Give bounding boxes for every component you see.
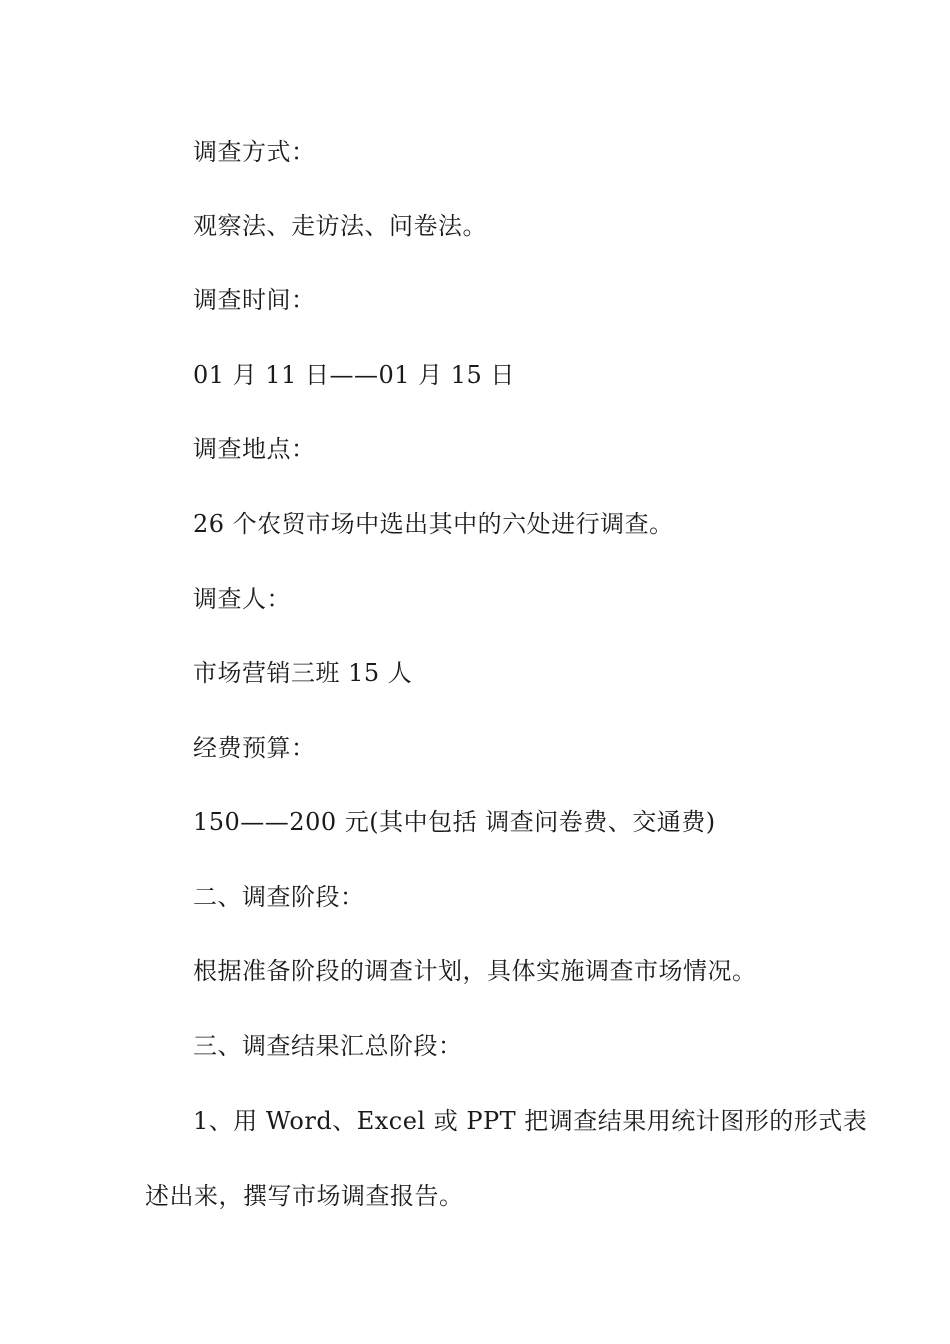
survey-method-text: 观察法、走访法、问卷法。 bbox=[193, 212, 487, 240]
section-three-text-line-1: 1、用 Word、Excel 或 PPT 把调查结果用统计图形的形式表 bbox=[193, 1107, 868, 1135]
survey-location-heading: 调查地点： bbox=[193, 435, 316, 463]
section-three-text-line-2: 述出来，撰写市场调查报告。 bbox=[145, 1182, 464, 1210]
budget-text: 150——200 元(其中包括 调查问卷费、交通费) bbox=[193, 808, 716, 836]
surveyor-heading: 调查人： bbox=[193, 585, 291, 613]
section-two-text: 根据准备阶段的调查计划，具体实施调查市场情况。 bbox=[193, 957, 757, 985]
survey-time-text: 01 月 11 日——01 月 15 日 bbox=[193, 361, 515, 389]
budget-heading: 经费预算： bbox=[193, 734, 316, 762]
surveyor-text: 市场营销三班 15 人 bbox=[193, 659, 413, 687]
survey-location-text: 26 个农贸市场中选出其中的六处进行调查。 bbox=[193, 510, 674, 538]
section-two-heading: 二、调查阶段： bbox=[193, 883, 365, 911]
survey-time-heading: 调查时间： bbox=[193, 286, 316, 314]
section-three-heading: 三、调查结果汇总阶段： bbox=[193, 1032, 463, 1060]
survey-method-heading: 调查方式： bbox=[193, 138, 316, 166]
